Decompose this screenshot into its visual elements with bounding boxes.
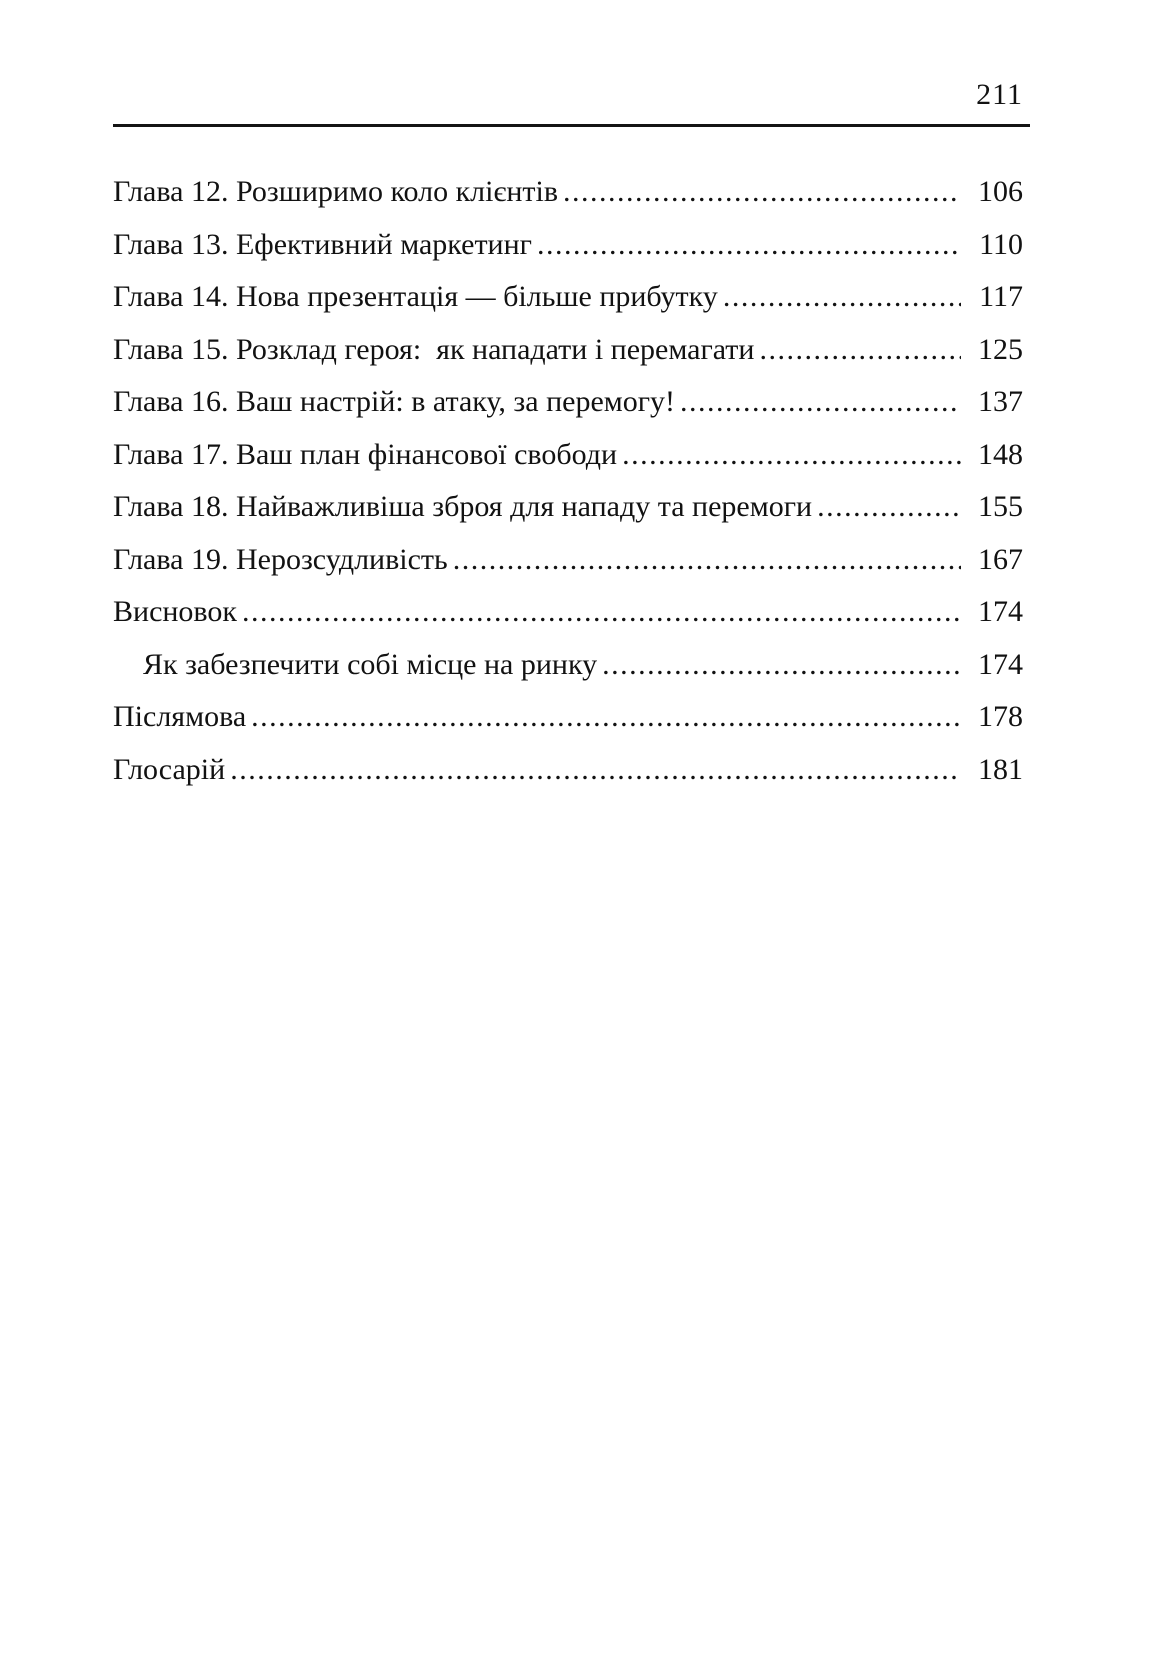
toc-entry-page: 167 bbox=[978, 542, 1023, 576]
toc-entry-title: Як забезпечити собі місце на ринку bbox=[143, 647, 598, 681]
dot-leader bbox=[537, 219, 961, 272]
toc-entry-page: 110 bbox=[979, 227, 1023, 261]
toc-entry-page: 174 bbox=[978, 595, 1023, 628]
toc-entry bbox=[113, 639, 1023, 692]
toc-entry-title: Висновок bbox=[113, 595, 237, 628]
toc-entry bbox=[113, 376, 1023, 429]
toc-entry bbox=[113, 534, 1023, 587]
toc-entry bbox=[113, 691, 1023, 744]
toc-entry-title: Глава 18. Найважливіша зброя для нападу та перемоги bbox=[113, 490, 813, 523]
toc-entry-title: Глава 13. Ефективний маркетинг bbox=[113, 227, 532, 261]
toc-entry bbox=[113, 166, 1023, 219]
toc-entry bbox=[113, 744, 1023, 797]
dot-leader bbox=[453, 534, 961, 587]
toc-entry-page: 178 bbox=[978, 700, 1023, 733]
toc-entry-title: Глава 17. Ваш план фінансової свободи bbox=[113, 437, 618, 471]
toc-entry-page: 125 bbox=[978, 332, 1023, 366]
toc-entry-page: 137 bbox=[978, 385, 1023, 418]
dot-leader bbox=[723, 271, 961, 324]
toc-entry bbox=[113, 271, 1023, 324]
dot-leader bbox=[563, 166, 961, 219]
dot-leader bbox=[622, 429, 961, 482]
dot-leader bbox=[242, 586, 961, 639]
toc-entry-title: Глава 16. Ваш настрій: в атаку, за перемогу! bbox=[113, 385, 676, 418]
toc-entry-page: 181 bbox=[978, 752, 1023, 786]
toc-entry-title: Глава 19. Нерозсудливість bbox=[113, 542, 448, 576]
toc-entry-page: 106 bbox=[978, 175, 1023, 208]
dot-leader bbox=[230, 744, 961, 797]
toc-entry bbox=[113, 219, 1023, 272]
toc-entry-title: Глава 12. Розширимо коло клієнтів bbox=[113, 175, 558, 208]
toc-entry bbox=[113, 324, 1023, 377]
dot-leader bbox=[759, 324, 961, 377]
dot-leader bbox=[817, 481, 961, 534]
header-rule bbox=[113, 124, 1030, 127]
toc-entry-title: Глава 15. Розклад героя: як нападати і перемагати bbox=[113, 332, 755, 366]
dot-leader bbox=[251, 691, 961, 744]
toc-entry bbox=[113, 481, 1023, 534]
toc-entry bbox=[113, 586, 1023, 639]
toc-entry-page: 174 bbox=[978, 647, 1023, 681]
toc-entry-title: Глава 14. Нова презентація — більше прибутку bbox=[113, 280, 718, 313]
toc-entry-page: 148 bbox=[978, 437, 1023, 471]
toc-entry-page: 155 bbox=[978, 490, 1023, 523]
toc-entry-title: Глосарій bbox=[113, 752, 226, 786]
toc-entry bbox=[113, 429, 1023, 482]
dot-leader bbox=[680, 376, 961, 429]
toc-entry-title: Післямова bbox=[113, 700, 247, 733]
toc-entry-page: 117 bbox=[979, 280, 1023, 313]
dot-leader bbox=[602, 639, 961, 692]
toc-list bbox=[113, 166, 1023, 796]
page-number-header: 211 bbox=[976, 78, 1023, 111]
